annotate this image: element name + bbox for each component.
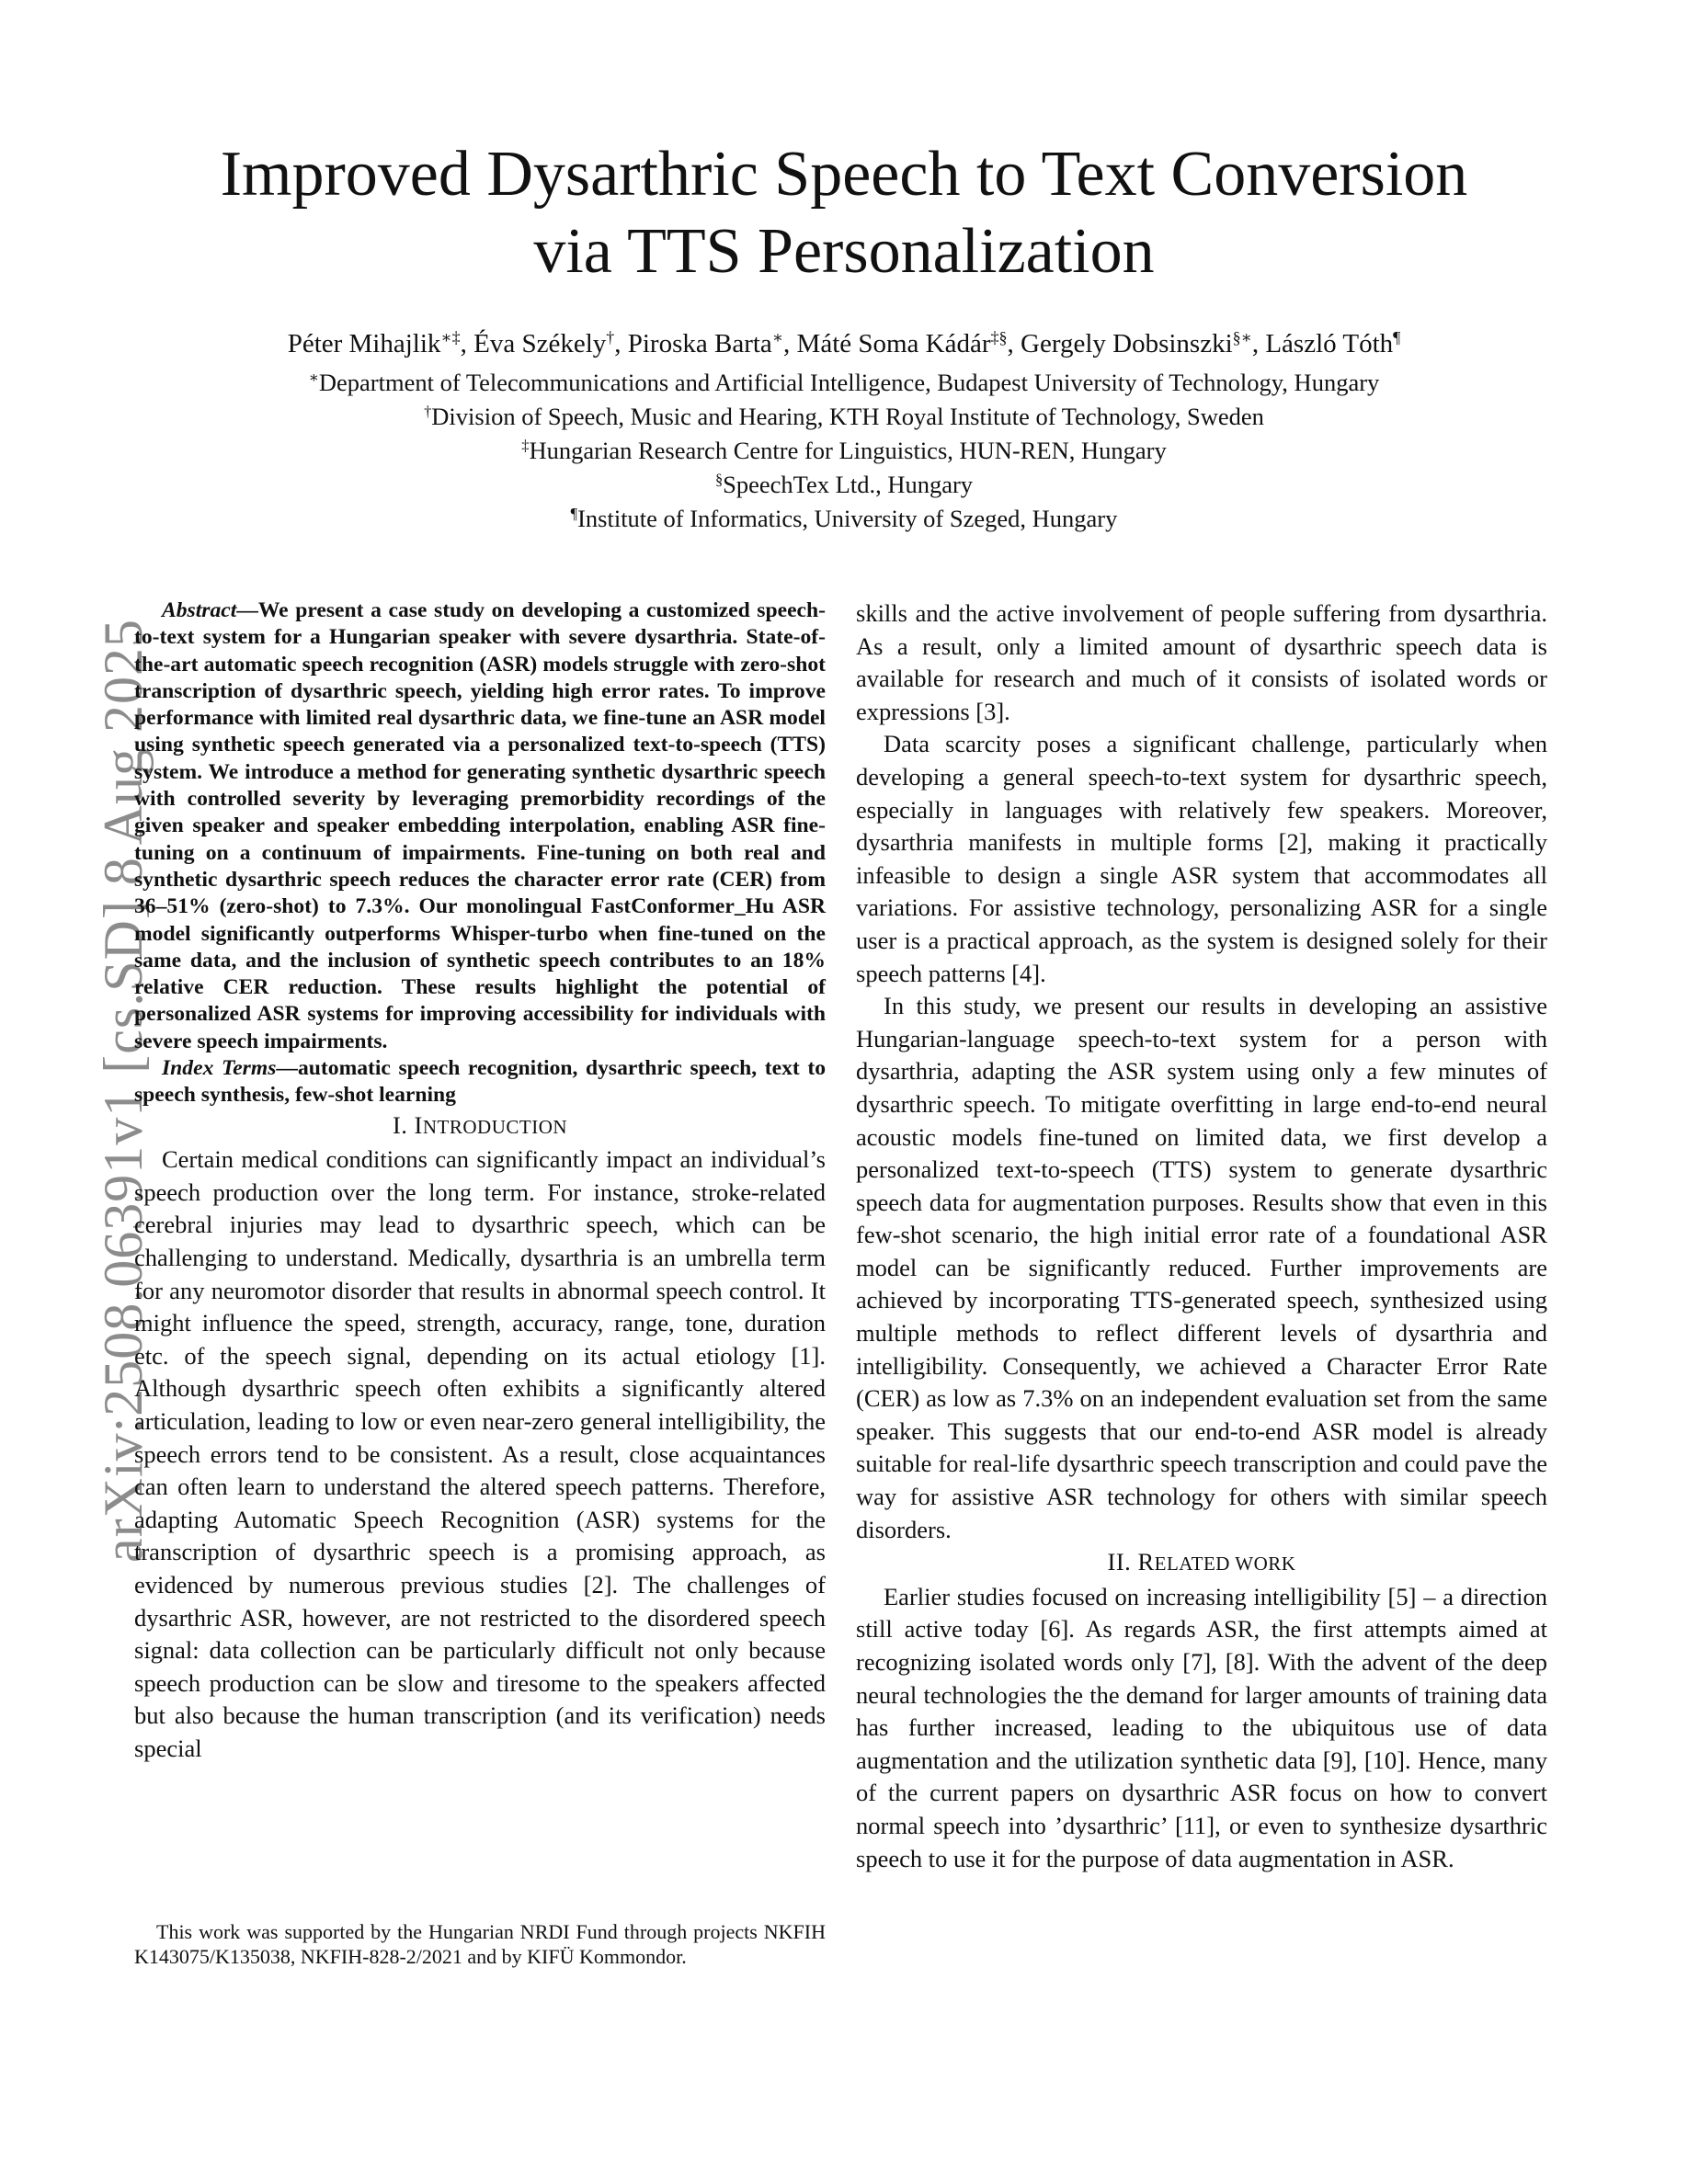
title-line-2: via TTS Personalization xyxy=(533,216,1155,287)
right-column xyxy=(856,597,1547,1875)
author: Máté Soma Kádár‡§, xyxy=(796,328,1021,358)
abstract-label: Abstract xyxy=(162,598,237,622)
affiliation-list xyxy=(110,366,1578,536)
section-heading-related-work: II. RELATED WORK xyxy=(1107,1548,1296,1576)
affiliation: ∗Department of Telecommunications and Artificial Intelligence, Budapest University of Technology, Hungary xyxy=(308,368,1380,396)
paper-title xyxy=(110,136,1578,290)
author: Éva Székely†, xyxy=(473,328,628,358)
index-terms-text: automatic speech recognition, dysarthric speech, text to speech synthesis, few-shot learning xyxy=(134,1056,827,1108)
paragraph: Earlier studies focused on increasing intelligibility [5] – a direction still active today [6]. As regards ASR, the first attempts aimed at recognizing isolated words only [7], [8]. With the advent of the deep neural technologies the the demand for larger amounts of training data has further increased, leading to the ubiquitous use of data augmentation and the utilization synthetic data [9], [10]. Hence, many of the current papers on dysarthric ASR focus on how to convert normal speech into ’dysarthric’ [11], or even to synthesize dysarthric speech to use it for the purpose of data augmentation in ASR. xyxy=(856,1582,1547,1872)
funding-footnote: This work was supported by the Hungarian NRDI Fund through projects NKFIH K143075/K135038, NKFIH-828-2/2021 and by KIFÜ Kommondor. xyxy=(134,1920,826,1968)
author: Piroska Barta∗, xyxy=(627,328,797,358)
abstract-text: We present a case study on developing a customized speech-to-text system for a Hungarian speaker with severe dysarthria. State-of-the-art automatic speech recognition (ASR) models struggle with zero-shot transcription of dysarthric speech, yielding high error rates. To improve performance with limited real dysarthric data, we fine-tune an ASR model using synthetic speech generated via a personalized text-to-speech (TTS) system. We introduce a method for generating synthetic dysarthric speech with controlled severity by leveraging premorbidity recordings of the given speaker and speaker embedding interpolation, enabling ASR fine-tuning on a continuum of impairments. Fine-tuning on both real and synthetic dysarthric speech reduces the character error rate (CER) from 36–51% (zero-shot) to 7.3%. Our monolingual FastConformer_Hu ASR model significantly outperforms Whisper-turbo when fine-tuned on the same data, and the inclusion of synthetic speech contributes to an 18% relative CER reduction. These results highlight the potential of personalized ASR systems for improving accessibility for individuals with severe speech impairments. xyxy=(134,598,826,1053)
arxiv-identifier: arXiv:2508.06391v1 [cs.SD] 8 Aug 2025 xyxy=(93,619,154,1563)
affiliation: ¶Institute of Informatics, University of Szeged, Hungary xyxy=(570,504,1118,532)
author: Péter Mihajlik∗‡, xyxy=(287,328,474,358)
section-heading-introduction: I. INTRODUCTION xyxy=(392,1110,568,1139)
author: László Tóth¶ xyxy=(1265,328,1401,358)
affiliation: ‡Hungarian Research Centre for Linguistics, HUN-REN, Hungary xyxy=(521,436,1167,464)
index-terms-label: Index Terms xyxy=(162,1056,277,1081)
paragraph: Data scarcity poses a significant challenge, particularly when developing a general speech-to-text system for dysarthric speech, especially in languages with relatively few speakers. Moreover, dysarthria manifests in multiple forms [2], making it practically infeasible to design a single ASR system that accommodates all variations. For assistive technology, personalizing ASR for a single user is a practical approach, as the system is designed solely for their speech patterns [4]. xyxy=(856,730,1547,987)
author: Gergely Dobsinszki§∗, xyxy=(1021,328,1266,358)
paragraph: Certain medical conditions can significantly impact an individual’s speech production over the long term. For instance, stroke-related cerebral injuries may lead to dysarthric speech, which can be challenging to understand. Medically, dysarthria is an umbrella term for any neuromotor disorder that results in abnormal speech control. It might influence the speed, strength, accuracy, range, tone, duration etc. of the speech signal, depending on its actual etiology [1]. Although dysarthric speech often exhibits a significantly altered articulation, leading to low or even near-zero general intelligibility, the speech errors tend to be consistent. As a result, close acquaintances can often learn to understand the altered speech patterns. Therefore, adapting Automatic Speech Recognition (ASR) systems for the transcription of dysarthric speech is a promising approach, as evidenced by numerous previous studies [2]. The challenges of dysarthric ASR, however, are not restricted to the disordered speech signal: data collection can be particularly difficult not only because speech production can be slow and tiresome to the speakers affected but also because the human transcription (and its verification) needs special xyxy=(134,1145,826,1762)
abstract: Abstract—We present a case study on developing a customized speech-to-text system for a Hungarian speaker with severe dysarthria. State-of-the-art automatic speech recognition (ASR) models struggle with zero-shot transcription of dysarthric speech, yielding high error rates. To improve performance with limited real dysarthric data, we fine-tune an ASR model using synthetic speech generated via a personalized text-to-speech (TTS) system. We introduce a method for generating synthetic dysarthric speech with controlled severity by leveraging premorbidity recordings of the given speaker and speaker embedding interpolation, enabling ASR fine-tuning on a continuum of impairments. Fine-tuning on both real and synthetic dysarthric speech reduces the character error rate (CER) from 36–51% (zero-shot) to 7.3%. Our monolingual FastConformer_Hu ASR model significantly outperforms Whisper-turbo when fine-tuned on the same data, and the inclusion of synthetic speech contributes to an 18% relative CER reduction. These results highlight the potential of personalized ASR systems for improving accessibility for individuals with severe speech impairments. Index Terms—automatic speech recognition, dysarthric speech, text to speech synthesis, few-shot learning xyxy=(134,598,827,1108)
author-list xyxy=(110,327,1578,360)
left-column xyxy=(134,597,826,1766)
affiliation: §SpeechTex Ltd., Hungary xyxy=(714,470,974,498)
title-line-1: Improved Dysarthric Speech to Text Conversion xyxy=(220,139,1468,210)
paragraph-continuation: skills and the active involvement of people suffering from dysarthria. As a result, only a limited amount of dysarthric speech data is available for research and much of it consists of isolated words or expressions [3]. xyxy=(856,599,1547,725)
paragraph: In this study, we present our results in developing an assistive Hungarian-language speech-to-text system for a person with dysarthria, adapting the ASR system using only a few minutes of dysarthric speech. To mitigate overfitting in large end-to-end neural acoustic models fine-tuned on limited data, we first develop a personalized text-to-speech (TTS) system to generate dysarthric speech data for augmentation purposes. Results show that even in this few-shot scenario, the high initial error rate of a foundational ASR model can be significantly reduced. Further improvements are achieved by incorporating TTS-generated speech, synthesized using multiple methods to reflect different levels of dysarthria and intelligibility. Consequently, we achieved a Character Error Rate (CER) as low as 7.3% on an independent evaluation set from the same speaker. This suggests that our end-to-end ASR model is already suitable for real-life dysarthric speech transcription and could pave the way for assistive ASR technology for others with similar speech disorders. xyxy=(856,992,1547,1543)
affiliation: †Division of Speech, Music and Hearing, KTH Royal Institute of Technology, Sweden xyxy=(424,402,1264,430)
